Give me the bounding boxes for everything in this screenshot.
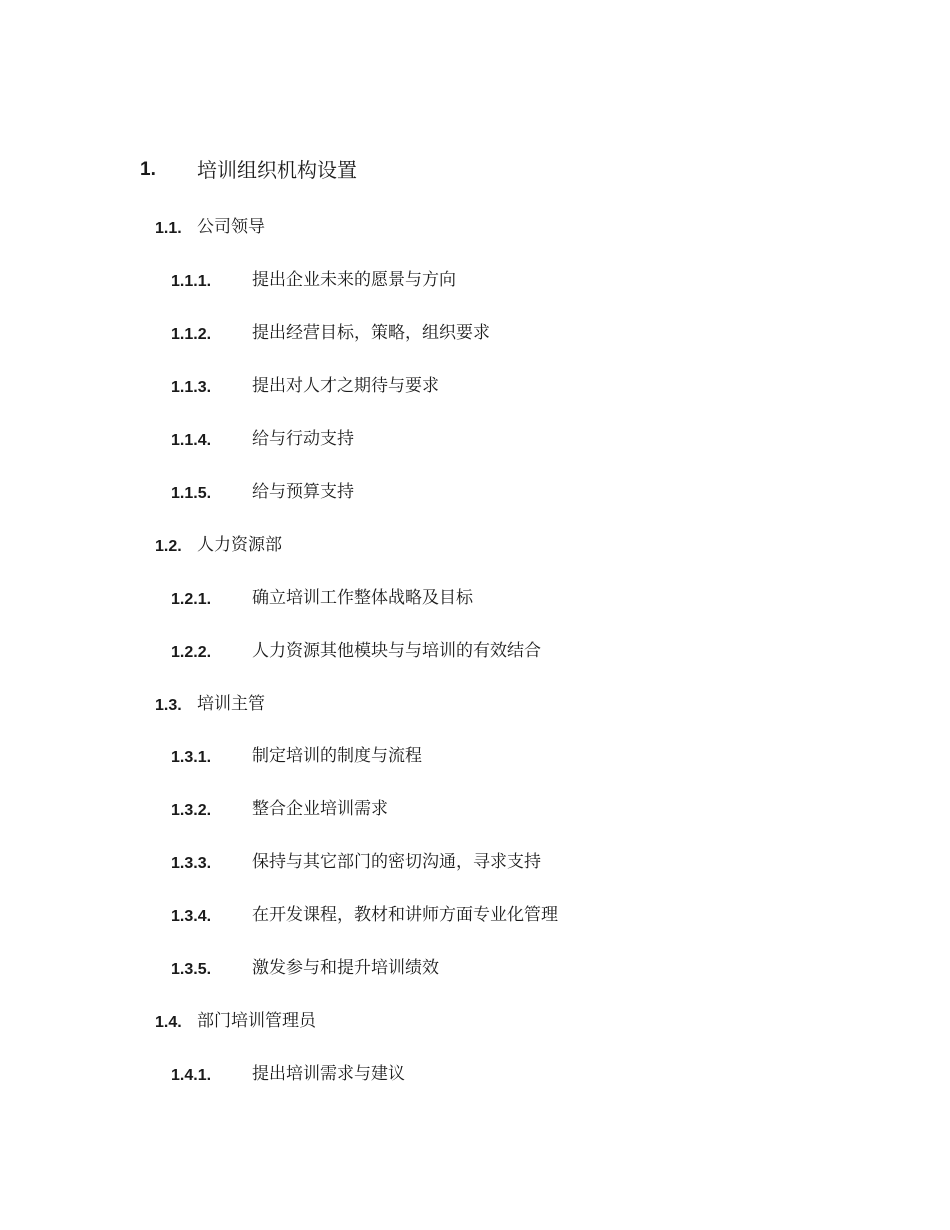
item-number: 1.1.2.	[171, 326, 212, 343]
item-text: 给与行动支持	[252, 429, 354, 449]
item-text: 制定培训的制度与流程	[252, 746, 422, 766]
item-number: 1.1.	[155, 220, 182, 237]
item-text: 培训主管	[197, 694, 265, 714]
item-text: 部门培训管理员	[197, 1011, 316, 1031]
item-number: 1.1.3.	[171, 379, 212, 396]
item-text: 整合企业培训需求	[252, 799, 388, 819]
item-text: 提出企业未来的愿景与方向	[252, 270, 456, 290]
item-number: 1.2.2.	[171, 644, 212, 661]
item-number: 1.1.5.	[171, 485, 212, 502]
item-number: 1.3.5.	[171, 961, 212, 978]
item-number: 1.1.4.	[171, 432, 212, 449]
item-text: 提出对人才之期待与要求	[252, 376, 439, 396]
item-number: 1.2.	[155, 538, 182, 555]
item-text: 人力资源部	[197, 535, 282, 555]
item-text: 在开发课程，教材和讲师方面专业化管理	[252, 905, 558, 925]
item-number: 1.2.1.	[171, 591, 212, 608]
item-text: 提出培训需求与建议	[252, 1064, 405, 1084]
item-number: 1.1.1.	[171, 273, 212, 290]
item-text: 人力资源其他模块与与培训的有效结合	[252, 641, 541, 661]
item-number: 1.4.	[155, 1014, 182, 1031]
item-number: 1.3.1.	[171, 749, 212, 766]
section-number: 1.	[140, 159, 156, 180]
item-text: 给与预算支持	[252, 482, 354, 502]
item-text: 保持与其它部门的密切沟通，寻求支持	[252, 852, 541, 872]
item-number: 1.3.2.	[171, 802, 212, 819]
item-number: 1.4.1.	[171, 1067, 212, 1084]
item-text: 确立培训工作整体战略及目标	[252, 588, 473, 608]
item-text: 提出经营目标，策略，组织要求	[252, 323, 490, 343]
item-number: 1.3.3.	[171, 855, 212, 872]
section-title: 培训组织机构设置	[197, 158, 357, 182]
item-text: 公司领导	[197, 217, 265, 237]
item-number: 1.3.4.	[171, 908, 212, 925]
item-text: 激发参与和提升培训绩效	[252, 958, 439, 978]
item-number: 1.3.	[155, 697, 182, 714]
